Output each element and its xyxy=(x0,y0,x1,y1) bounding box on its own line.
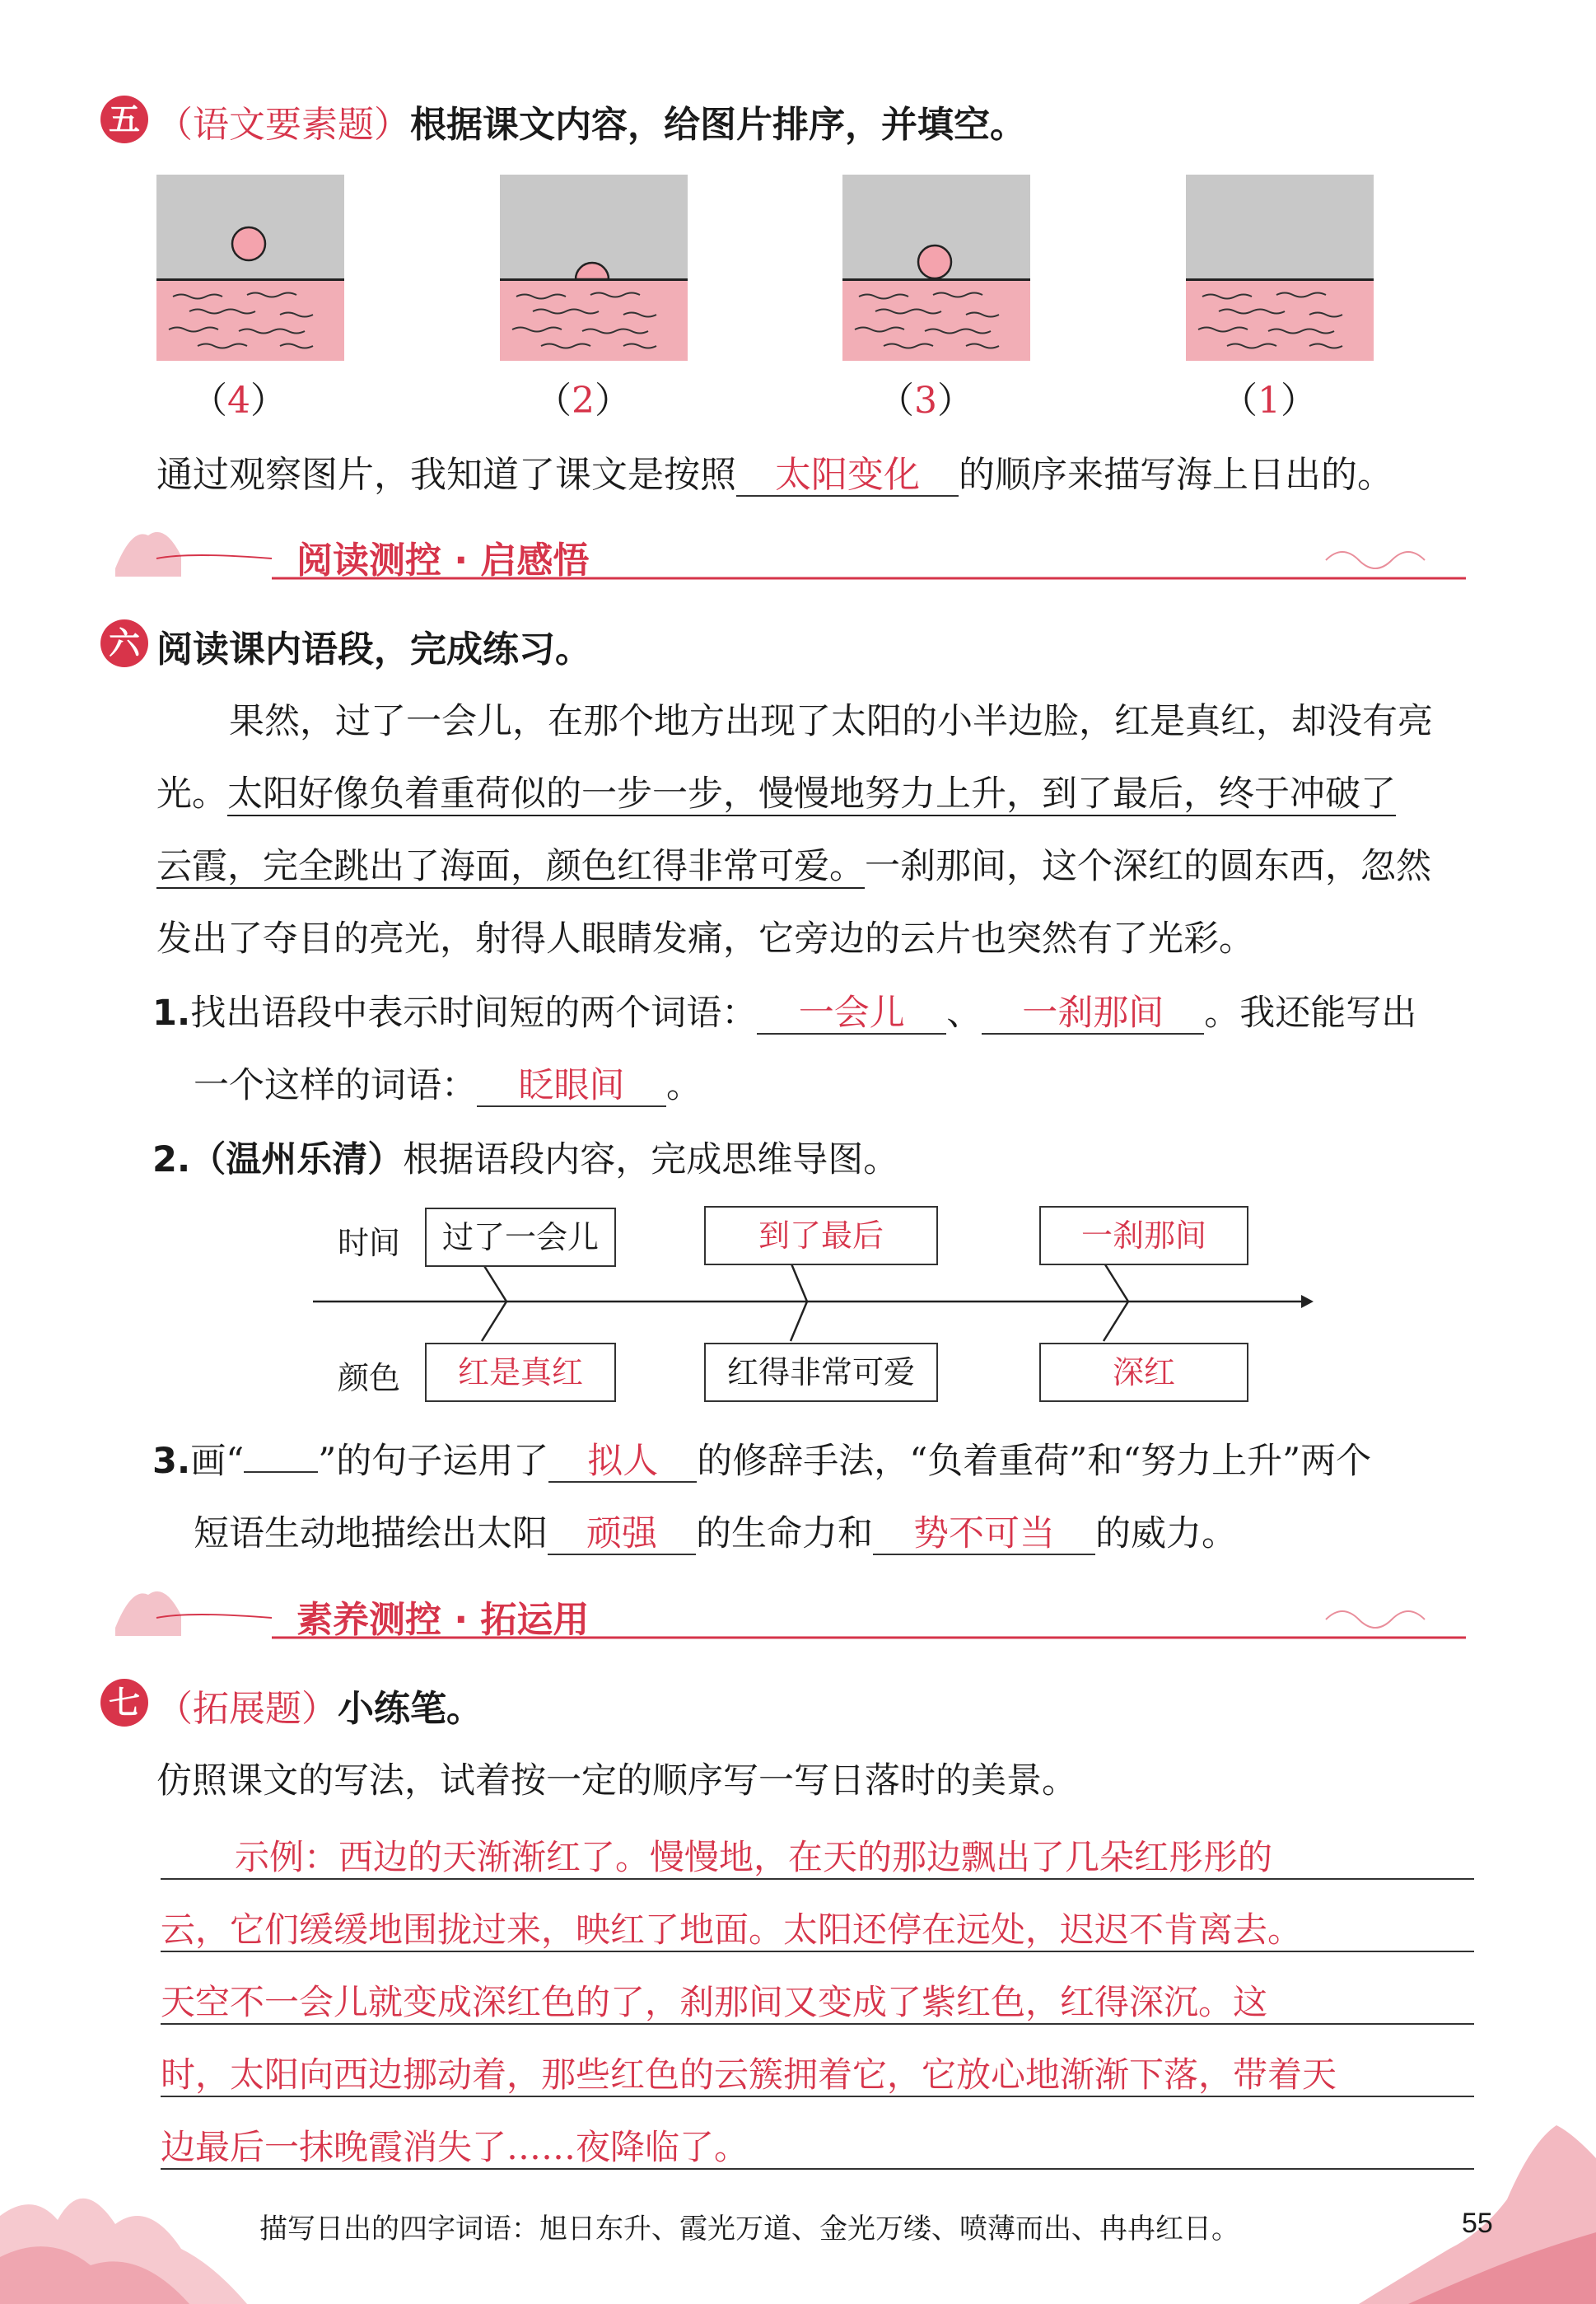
page-number: 55 xyxy=(1462,2208,1493,2239)
underlined-sentence-part-2: 云霞，完全跳出了海面，颜色红得非常可爱。 xyxy=(156,846,865,887)
writing-text-line-5: 边最后一抹晚霞消失了……夜降临了。 xyxy=(161,2127,749,2167)
banner-reading-title: 阅读测控 · 启感悟 xyxy=(296,540,590,582)
banner-application-title: 素养测控 · 拓运用 xyxy=(296,1599,590,1641)
sunrise-image-2 xyxy=(500,175,688,361)
q5-fill-blank: 太阳变化 xyxy=(736,456,959,497)
order-answer-1: （4） xyxy=(191,380,287,422)
question-5-heading xyxy=(156,95,1026,147)
subquestion-3-line-2: 短语生动地描绘出太阳 顽强 的生命力和 势不可当 的威力。 xyxy=(194,1513,1237,1554)
subquestion-3-line-1: 3.画“ ”的句子运用了 拟人 的修辞手法，“负着重荷”和“努力上升”两个 xyxy=(152,1441,1372,1482)
mindmap-time-box-2: 到了最后 xyxy=(704,1206,938,1265)
question-5-title: 根据课文内容，给图片排序，并填空。 xyxy=(410,104,1026,146)
sunrise-image-1 xyxy=(156,175,344,361)
question-7-tag: （拓展题） xyxy=(156,1688,338,1730)
underlined-sentence-part-1: 太阳好像负着重荷似的一步一步，慢慢地努力上升，到了最后，终于冲破了 xyxy=(227,773,1396,815)
question-7-heading xyxy=(156,1679,483,1732)
order-answer-4: （1） xyxy=(1221,380,1317,422)
question-6-title: 阅读课内语段，完成练习。 xyxy=(156,629,591,671)
passage-line-1: 果然，过了一会儿，在那个地方出现了太阳的小半边脸，红是真红，却没有亮 xyxy=(229,701,1433,742)
mindmap-time-box-1: 过了一会儿 xyxy=(425,1208,616,1267)
writing-text-line-1: 示例：西边的天渐渐红了。慢慢地，在天的那边飘出了几朵红彤彤的 xyxy=(235,1837,1273,1877)
sunrise-image-3 xyxy=(842,175,1030,361)
mindmap-time-box-3: 一刹那间 xyxy=(1039,1206,1248,1265)
sunrise-image-4 xyxy=(1186,175,1374,361)
question-5-fill-sentence: 通过观察图片，我知道了课文是按照 太阳变化 的顺序来描写海上日出的。 xyxy=(156,454,1393,496)
mindmap-color-box-3: 深红 xyxy=(1039,1343,1248,1402)
mindmap-color-box-2: 红得非常可爱 xyxy=(704,1343,938,1402)
s1-blank-3: 眨眼间 xyxy=(477,1067,666,1107)
passage-line-4: 发出了夺目的亮光，射得人眼睛发痛，它旁边的云片也突然有了光彩。 xyxy=(156,918,1254,960)
passage-line-3: 云霞，完全跳出了海面，颜色红得非常可爱。一刹那间，这个深红的圆东西，忽然 xyxy=(156,846,1431,887)
passage-line-2: 光。太阳好像负着重荷似的一步一步，慢慢地努力上升，到了最后，终于冲破了 xyxy=(156,773,1396,815)
order-answer-3: （3） xyxy=(878,380,973,422)
mindmap-label-time: 时间 xyxy=(338,1225,401,1261)
s3-blank-3: 势不可当 xyxy=(873,1515,1095,1555)
subquestion-1-line-1: 1.找出语段中表示时间短的两个词语： 一会儿 、 一刹那间 。我还能写出 xyxy=(152,993,1417,1034)
s1-blank-1: 一会儿 xyxy=(757,994,946,1035)
question-5-tag: （语文要素题） xyxy=(156,104,410,146)
s1-blank-2: 一刹那间 xyxy=(982,994,1204,1035)
writing-text-line-2: 云，它们缓缓地围拢过来，映红了地面。太阳还停在远处，迟迟不肯离去。 xyxy=(161,1909,1303,1950)
section-banner-application xyxy=(107,1578,1474,1652)
footer-tip: 描写日出的四字词语：旭日东升、霞光万道、金光万缕、喷薄而出、冉冉红日。 xyxy=(259,2213,1239,2246)
section-banner-reading xyxy=(107,519,1474,593)
s3-blank-1: 拟人 xyxy=(548,1442,697,1483)
subquestion-1-line-2: 一个这样的词语： 眨眼间 。 xyxy=(194,1065,702,1106)
writing-text-line-4: 时，太阳向西边挪动着，那些红色的云簇拥着它，它放心地渐渐下落，带着天 xyxy=(161,2054,1337,2095)
question-7-badge: 七 xyxy=(100,1679,148,1727)
mindmap-label-color: 颜色 xyxy=(338,1360,401,1396)
mindmap-color-box-1: 红是真红 xyxy=(425,1343,616,1402)
order-answer-2: （2） xyxy=(535,380,631,422)
question-6-badge: 六 xyxy=(100,619,148,667)
s3-blank-2: 顽强 xyxy=(548,1515,696,1555)
subquestion-2-heading: 2.（温州乐清）根据语段内容，完成思维导图。 xyxy=(152,1139,899,1180)
question-5-badge: 五 xyxy=(100,96,148,143)
question-7-title: 小练笔。 xyxy=(338,1688,483,1730)
writing-text-line-3: 天空不一会儿就变成深红色的了，刹那间又变成了紫红色，红得深沉。这 xyxy=(161,1982,1268,2022)
question-7-instruction: 仿照课文的写法，试着按一定的顺序写一写日落时的美景。 xyxy=(156,1760,1077,1802)
